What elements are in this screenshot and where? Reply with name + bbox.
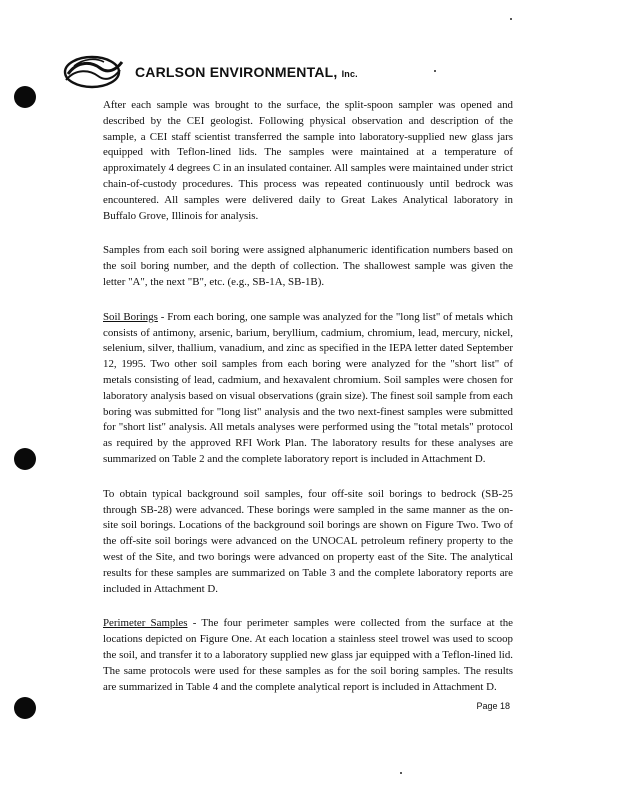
paragraph-perimeter-samples (103, 616, 513, 695)
paragraph-sample-identification: Samples from each soil boring were assigned alphanumeric identification numbers based on the soil boring number, and the depth of collection. The shallowest sample was given the letter "A", the next "B", etc. (e.g., SB-1A, SB-1B). (103, 244, 513, 288)
paragraph-background-samples: To obtain typical background soil samples, four off-site soil borings to bedrock (SB-25 through SB-28) were advanced. These borings were sampled in the same manner as the on-site soil borings. Locations of the background soil borings are shown on Figure Two. Two of the off-site soil borings were advanced on the UNOCAL petroleum refinery property to the west of the Site, and two borings were advanced on property east of the Site. The analytical results for these samples are summarized on Table 3 and the complete laboratory reports are included in Attachment D. (103, 487, 513, 595)
scan-speck (510, 18, 512, 20)
soil-borings-heading: Soil Borings (103, 310, 158, 323)
company-name-text: CARLSON ENVIRONMENTAL, (135, 64, 338, 80)
punch-hole-middle (14, 448, 36, 470)
company-logo-icon (62, 52, 124, 92)
perimeter-samples-text: - The four perimeter samples were collected from the surface at the locations depicted on Figure One. At each location a stainless steel trowel was used to scoop the soil, and transfer it to a laboratory supplied new glass jar equipped with a Teflon-lined lid. The same protocols were used for these samples as for the soil boring samples. The results are summarized in Table 4 and the complete analytical report is included in Attachment D. (103, 617, 513, 693)
paragraph-sampling-procedure: After each sample was brought to the surface, the split-spoon sampler was opened and described by the CEI geologist. Following physical observation and description of the sample, a CEI staff scientist transferred the sample into laboratory-supplied new glass jars equipped with Teflon-lined lids. The samples were maintained at a temperature of approximately 4 degrees C in an insulated container. All samples were maintained under strict chain-of-custody procedures. This process was repeated continuously until bedrock was encountered. All samples were delivered daily to Great Lakes Analytical laboratory in Buffalo Grove, Illinois for analysis. (103, 99, 513, 222)
scan-speck (434, 70, 436, 72)
punch-hole-top (14, 86, 36, 108)
page-number: Page 18 (476, 701, 510, 711)
soil-borings-text: - From each boring, one sample was analyzed for the "long list" of metals which consists of antimony, arsenic, barium, beryllium, cadmium, chromium, lead, mercury, nickel, selenium, silver, thallium, vanadium, and zinc as specified in the IEPA letter dated September 12, 1995. Two other soil samples from each boring were analyzed for the "short list" of metals consisting of lead, cadmium, and hexavalent chromium. Soil samples were chosen for laboratory analysis based on visual observations (grain size). The finest soil sample from each boring was submitted for "long list" analysis and the two next-finest samples were submitted for "short list" analysis. All metals analyses were performed using the "total metals" protocol as required by the approved RFI Work Plan. The laboratory results for these analyses are summarized on Table 2 and the complete laboratory report is included in Attachment D. (103, 310, 513, 465)
paragraph-soil-borings (103, 310, 513, 468)
perimeter-samples-heading: Perimeter Samples (103, 617, 188, 630)
punch-hole-bottom (14, 697, 36, 719)
company-name (135, 64, 358, 80)
document-body (103, 98, 513, 714)
company-suffix: Inc. (341, 69, 358, 79)
scan-speck (400, 772, 402, 774)
